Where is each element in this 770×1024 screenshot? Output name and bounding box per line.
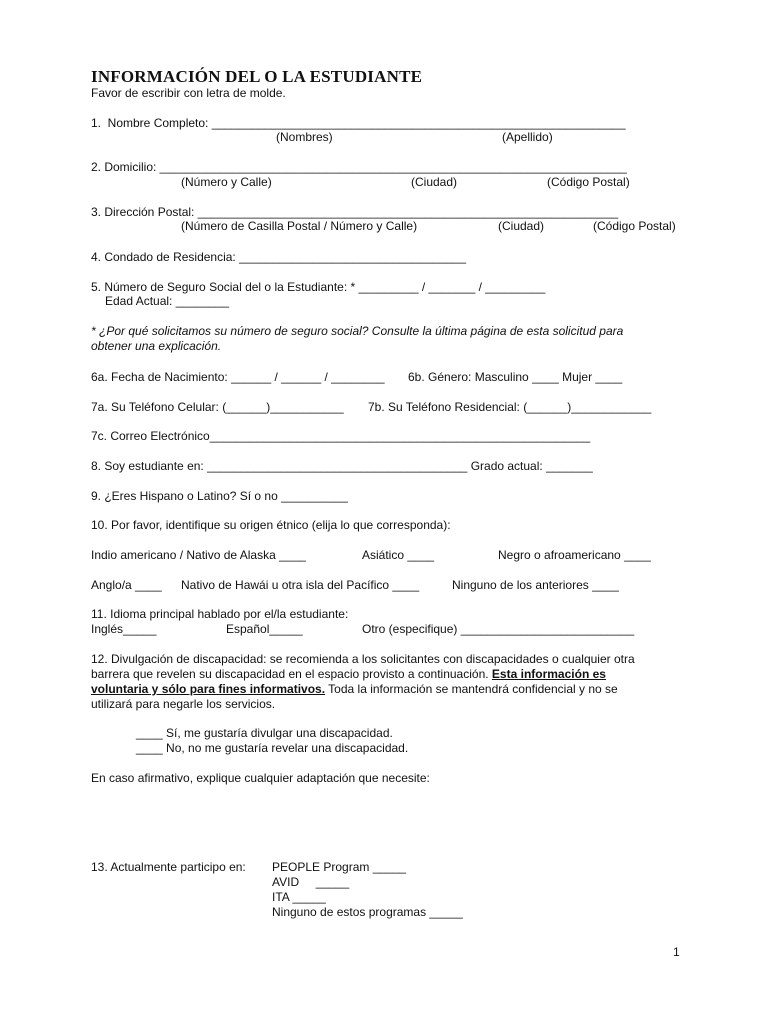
cell-phone-field[interactable]: 7a. Su Teléfono Celular: (______)___________ — [91, 400, 344, 414]
mailing-city-caption: (Ciudad) — [498, 219, 545, 233]
disability-paragraph-line3: voluntaria y sólo para fines informativos. Toda la información se mantendrá confidencial y no se — [91, 682, 618, 696]
mailing-address-field[interactable]: 3. Dirección Postal: _______________________________________________________________ — [91, 205, 619, 219]
disability-paragraph-line1: 12. Divulgación de discapacidad: se recomienda a los solicitantes con discapacidades o cualquier otra — [91, 652, 635, 666]
county-field[interactable]: 4. Condado de Residencia: __________________________________ — [91, 250, 467, 264]
age-field[interactable]: Edad Actual: ________ — [105, 294, 230, 308]
home-phone-field[interactable]: 7b. Su Teléfono Residencial: (______)____________ — [368, 400, 652, 414]
po-box-caption: (Número de Casilla Postal / Número y Calle) — [181, 219, 418, 233]
ssn-field[interactable]: 5. Número de Seguro Social del o la Estudiante: * _________ / _______ / _________ — [91, 280, 546, 294]
language-option-other[interactable]: Otro (especifique) __________________________ — [362, 622, 635, 636]
disability-paragraph-line2: barrera que revelen su discapacidad en el espacio provisto a continuación. Esta información es — [91, 667, 606, 681]
language-option-spanish[interactable]: Español_____ — [226, 622, 303, 636]
full-name-field[interactable]: 1. Nombre Completo: ______________________________________________________________ — [91, 116, 626, 130]
ethnicity-option-asian[interactable]: Asiático ____ — [362, 548, 435, 562]
programs-question: 13. Actualmente participo en: — [91, 860, 246, 874]
home-address-field[interactable]: 2. Domicilio: ______________________________________________________________________ — [91, 160, 627, 174]
ethnicity-option-pacific-islander[interactable]: Nativo de Hawái u otra isla del Pacífico ____ — [181, 578, 420, 592]
birthdate-field[interactable]: 6a. Fecha de Nacimiento: ______ / ______ / ________ — [91, 370, 385, 384]
page-number: 1 — [673, 945, 680, 959]
program-option-people[interactable]: PEOPLE Program _____ — [272, 860, 407, 874]
disability-paragraph-line4: utilizará para negarle los servicios. — [91, 697, 276, 711]
ethnicity-option-none[interactable]: Ninguno de los anteriores ____ — [452, 578, 619, 592]
program-option-ita[interactable]: ITA _____ — [272, 890, 326, 904]
city-caption: (Ciudad) — [411, 175, 458, 189]
disability-option-yes[interactable]: ____ Sí, me gustaría divulgar una discapacidad. — [136, 726, 393, 740]
disability-option-no[interactable]: ____ No, no me gustaría revelar una discapacidad. — [136, 741, 409, 755]
mailing-zip-caption: (Código Postal) — [593, 219, 676, 233]
ssn-note-line2: obtener una explicación. — [91, 339, 222, 353]
accommodation-prompt: En caso afirmativo, explique cualquier adaptación que necesite: — [91, 771, 430, 785]
language-question: 11. Idioma principal hablado por el/la estudiante: — [91, 607, 349, 621]
ethnicity-option-native-american[interactable]: Indio americano / Nativo de Alaska ____ — [91, 548, 306, 562]
ssn-note-line1: * ¿Por qué solicitamos su número de seguro social? Consulte la última página de esta solicitud para — [91, 324, 624, 338]
gender-field[interactable]: 6b. Género: Masculino ____ Mujer ____ — [408, 370, 623, 384]
hispanic-field[interactable]: 9. ¿Eres Hispano o Latino? Sí o no __________ — [91, 489, 348, 503]
program-option-none[interactable]: Ninguno de estos programas _____ — [272, 905, 463, 919]
program-option-avid[interactable]: AVID _____ — [272, 875, 350, 889]
first-names-caption: (Nombres) — [276, 130, 333, 144]
email-field[interactable]: 7c. Correo Electrónico_________________________________________________________ — [91, 429, 591, 443]
ethnicity-question: 10. Por favor, identifique su origen étnico (elija lo que corresponda): — [91, 518, 451, 532]
street-caption: (Número y Calle) — [181, 175, 272, 189]
form-instructions: Favor de escribir con letra de molde. — [91, 86, 286, 100]
accommodation-answer-area[interactable] — [91, 790, 681, 850]
ethnicity-option-anglo[interactable]: Anglo/a ____ — [91, 578, 162, 592]
zip-caption: (Código Postal) — [547, 175, 630, 189]
language-option-english[interactable]: Inglés_____ — [91, 622, 157, 636]
page-title: INFORMACIÓN DEL O LA ESTUDIANTE — [91, 67, 423, 86]
school-grade-field[interactable]: 8. Soy estudiante en: _______________________________________ Grado actual: _______ — [91, 459, 593, 473]
last-name-caption: (Apellido) — [502, 130, 553, 144]
ethnicity-option-black[interactable]: Negro o afroamericano ____ — [498, 548, 651, 562]
